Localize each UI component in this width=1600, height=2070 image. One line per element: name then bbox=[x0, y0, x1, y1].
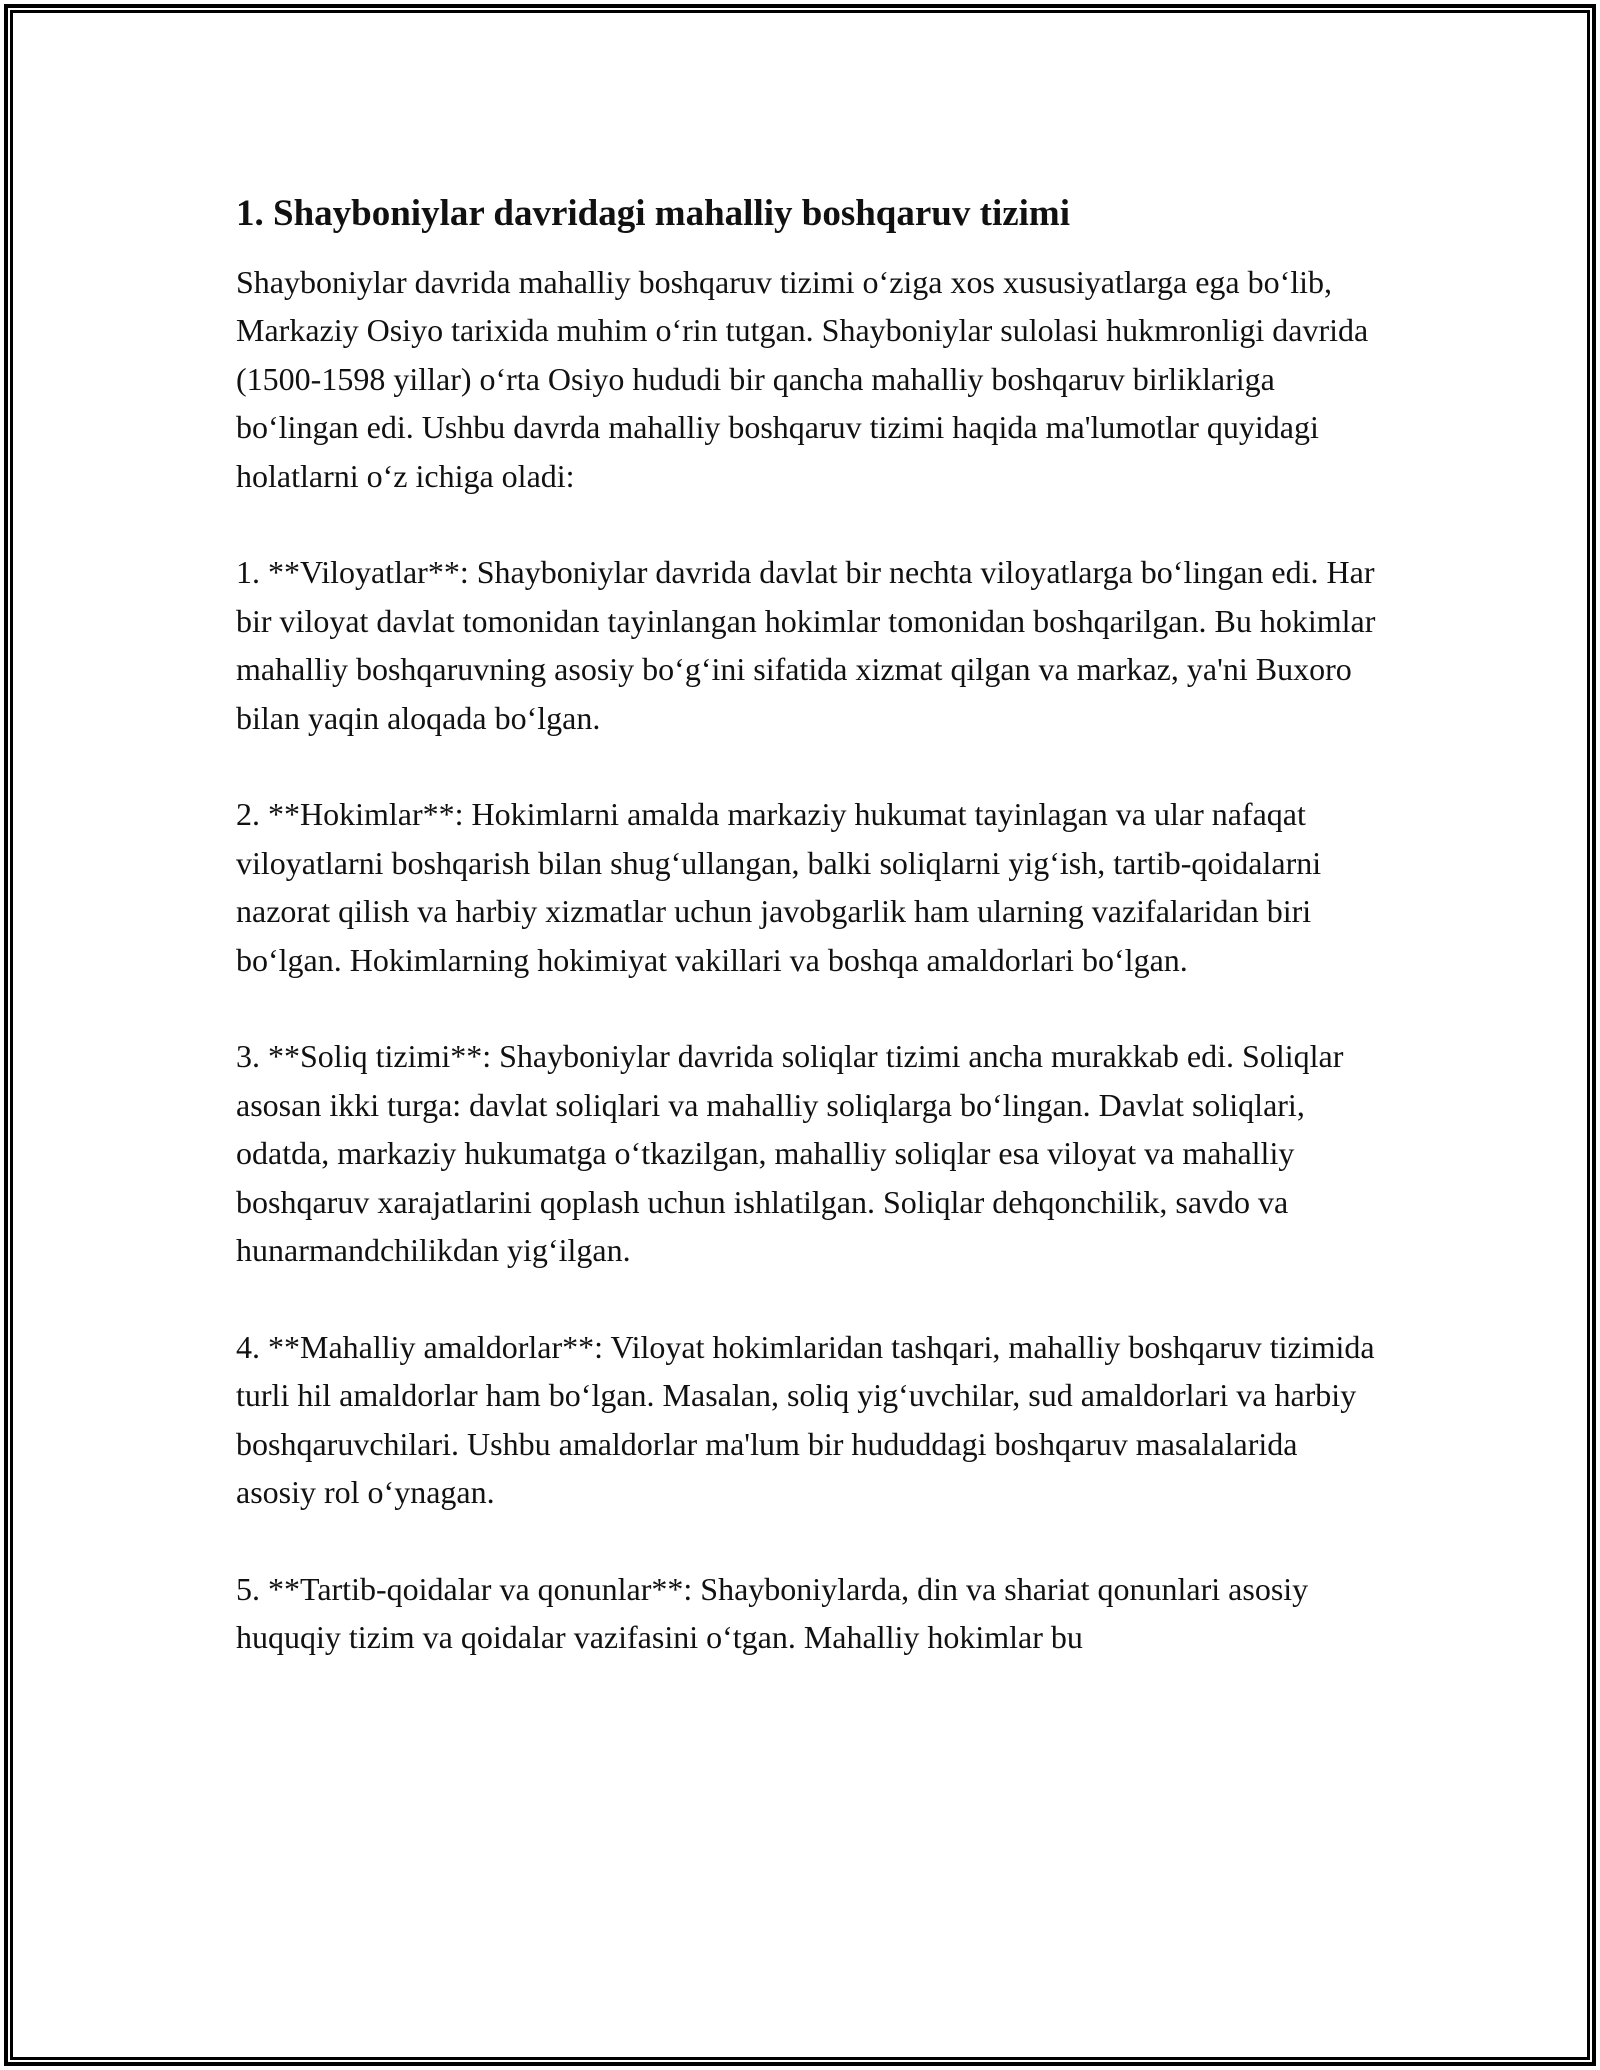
paragraph-spacer bbox=[236, 742, 1380, 790]
paragraph-spacer bbox=[236, 500, 1380, 548]
intro-paragraph: Shayboniylar davrida mahalliy boshqaruv tizimi o‘ziga xos xususiyatlarga ega bo‘lib, Markaziy Osiyo tarixida muhim o‘rin tutgan. Shayboniylar sulolasi hukmronligi davrida (1500-1598 yillar) o‘rta Osiyo hududi bir qancha mahalliy boshqaruv birliklariga bo‘lingan edi. Ushbu davrda mahalliy boshqaruv tizimi haqida ma'lumotlar quyidagi holatlarni o‘z ichiga oladi: bbox=[236, 264, 1369, 494]
paragraph-spacer bbox=[236, 1517, 1380, 1565]
document-title: 1. Shayboniylar davridagi mahalliy boshqaruv tizimi bbox=[236, 193, 1071, 234]
paragraph-spacer bbox=[236, 984, 1380, 1032]
document-body bbox=[236, 188, 1380, 1662]
list-item-viloyatlar: 1. **Viloyatlar**: Shayboniylar davrida davlat bir nechta viloyatlarga bo‘lingan edi. Har bir viloyat davlat tomonidan tayinlangan hokimlar tomonidan boshqarilgan. Bu hokimlar mahalliy boshqaruvning asosiy bo‘g‘ini sifatida xizmat qilgan va markaz, ya'ni Buxoro bilan yaqin aloqada bo‘lgan. bbox=[236, 554, 1376, 736]
paragraph-spacer bbox=[236, 1274, 1380, 1322]
list-item-soliq-tizimi: 3. **Soliq tizimi**: Shayboniylar davrida soliqlar tizimi ancha murakkab edi. Soliqlar asosan ikki turga: davlat soliqlari va mahalliy soliqlarga bo‘lingan. Davlat soliqlari, odatda, markaziy hukumatga o‘tkazilgan, mahalliy soliqlar esa viloyat va mahalliy boshqaruv xarajatlarini qoplash uchun ishlatilgan. Soliqlar dehqonchilik, savdo va hunarmandchilikdan yig‘ilgan. bbox=[236, 1038, 1344, 1269]
list-item-hokimlar: 2. **Hokimlar**: Hokimlarni amalda markaziy hukumat tayinlagan va ular nafaqat viloyatlarni boshqarish bilan shug‘ullangan, balki soliqlarni yig‘ish, tartib-qoidalarni nazorat qilish va harbiy xizmatlar uchun javobgarlik ham ularning vazifalaridan biri bo‘lgan. Hokimlarning hokimiyat vakillari va boshqa amaldorlari bo‘lgan. bbox=[236, 796, 1322, 978]
list-item-mahalliy-amaldorlar: 4. **Mahalliy amaldorlar**: Viloyat hokimlaridan tashqari, mahalliy boshqaruv tizimida turli hil amaldorlar ham bo‘lgan. Masalan, soliq yig‘uvchilar, sud amaldorlari va harbiy boshqaruvchilari. Ushbu amaldorlar ma'lum bir hududdagi boshqaruv masalalarida asosiy rol o‘ynagan. bbox=[236, 1328, 1375, 1511]
list-item-tartib-qoidalar: 5. **Tartib-qoidalar va qonunlar**: Shayboniylarda, din va shariat qonunlari asosiy huquqiy tizim va qoidalar vazifasini o‘tgan. Mahalliy hokimlar bu bbox=[236, 1570, 1309, 1656]
